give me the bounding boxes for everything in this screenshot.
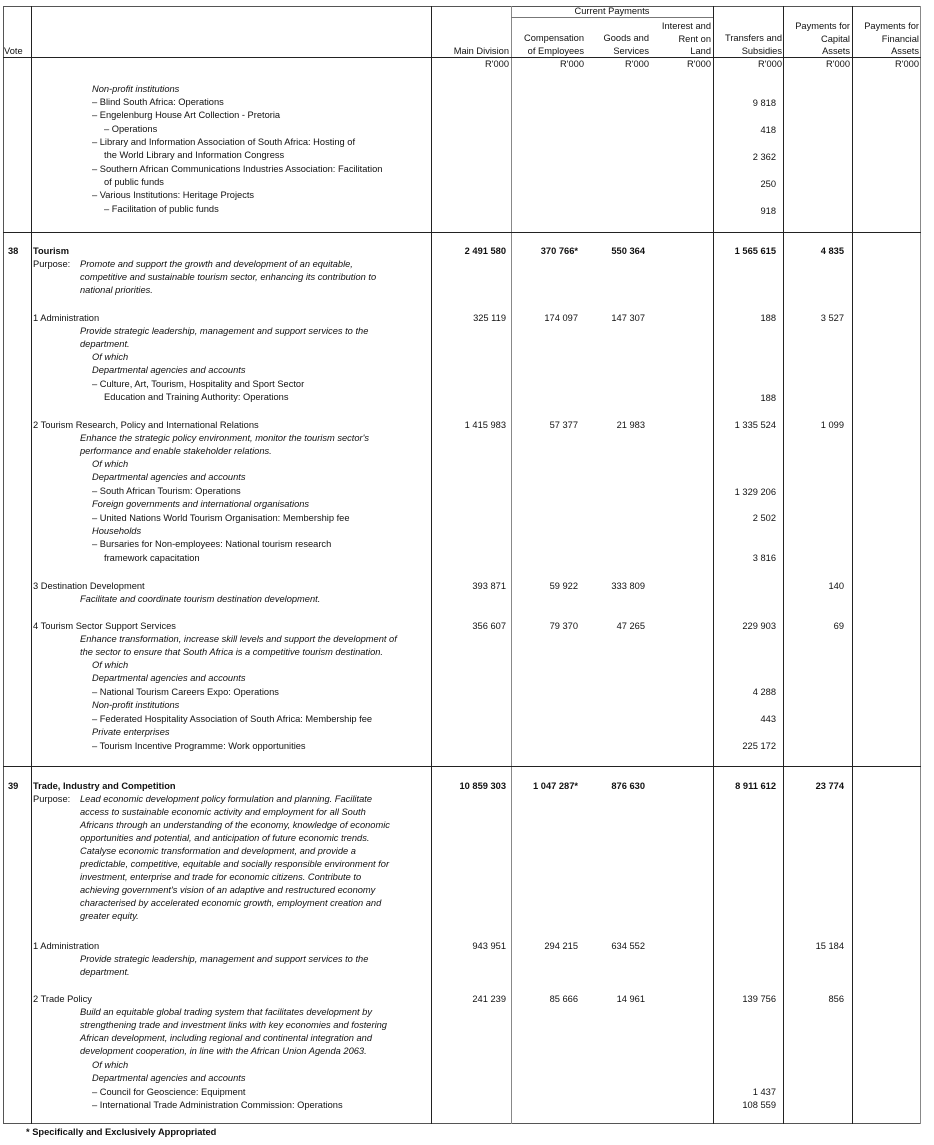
unit-financial: R'000	[894, 59, 919, 69]
column-divider-financial	[920, 6, 921, 1124]
detail-line: Education and Training Authority: Operations	[104, 392, 289, 402]
transfers-value: 4 288	[752, 687, 776, 697]
purpose-line: access to sustainable economic activity and employment for all South	[80, 807, 366, 817]
detail-line: framework capacitation	[104, 553, 200, 563]
transfers-value: 139 756	[742, 994, 776, 1004]
transfers-value: 229 903	[742, 621, 776, 631]
compensation-value: 85 666	[549, 994, 578, 1004]
detail-line: – Bursaries for Non-employees: National tourism research	[92, 539, 332, 549]
category-label: Foreign governments and international organisations	[92, 499, 310, 509]
purpose-line: characterised by accelerated economic growth, employment creation and	[80, 898, 382, 908]
category-label: Non-profit institutions	[92, 84, 180, 94]
vote-title: Trade, Industry and Competition	[33, 781, 176, 791]
header-goods-services: Goods and Services	[603, 33, 649, 56]
total-main-division: 2 491 580	[464, 246, 506, 256]
purpose-line: achieving government's vision of an adaptive and restructured economy	[80, 885, 376, 895]
transfers-value: 2 362	[752, 152, 776, 162]
programme-description: performance and enable stakeholder relations.	[80, 446, 272, 456]
programme-description: department.	[80, 339, 130, 349]
transfers-value: 188	[760, 313, 776, 323]
purpose-label: Purpose:	[33, 794, 71, 804]
column-divider-main-division	[511, 6, 512, 1124]
purpose-line: Africans through an understanding of the economy, knowledge of economic	[80, 820, 390, 830]
programme-title: 1 Administration	[33, 313, 100, 323]
transfers-value: 1 437	[752, 1087, 776, 1097]
purpose-line: predictable, competitive, equitable and socially responsible environment for	[80, 859, 390, 869]
transfers-value: 1 335 524	[734, 420, 776, 430]
main-division-value: 325 119	[473, 313, 506, 323]
header-compensation: Compensation of Employees	[524, 33, 584, 56]
transfers-value: 188	[760, 393, 776, 403]
header-current-payments: Current Payments	[574, 6, 650, 16]
purpose-line: Catalyse economic transformation and development, and provide a	[80, 846, 356, 856]
purpose-line: opportunities and potential, and anticipation of future economic trends.	[80, 833, 370, 843]
programme-description: strengthening trade and investment links with key economies and fostering	[80, 1020, 387, 1030]
column-divider-transfers	[783, 6, 784, 1124]
category-label: Departmental agencies and accounts	[92, 365, 246, 375]
programme-description: Enhance transformation, increase skill levels and support the development of	[80, 634, 397, 644]
unit-compensation: R'000	[559, 59, 584, 69]
capital-value: 140	[828, 581, 844, 591]
column-divider-vote	[31, 6, 32, 1124]
category-label: Departmental agencies and accounts	[92, 472, 246, 482]
programme-description: Build an equitable global trading system that facilitates development by	[80, 1007, 372, 1017]
unit-capital: R'000	[825, 59, 850, 69]
purpose-line: national priorities.	[80, 285, 153, 295]
category-label: Departmental agencies and accounts	[92, 673, 246, 683]
main-division-value: 1 415 983	[464, 420, 506, 430]
detail-line: – National Tourism Careers Expo: Operations	[92, 687, 279, 697]
unit-transfers: R'000	[757, 59, 782, 69]
transfers-value: 250	[760, 179, 776, 189]
goods-value: 47 265	[616, 621, 645, 631]
transfers-value: 2 502	[752, 513, 776, 523]
header-vote: Vote	[4, 46, 23, 56]
footnote: * Specifically and Exclusively Appropriated	[26, 1127, 217, 1137]
detail-line: – South African Tourism: Operations	[92, 486, 241, 496]
capital-value: 69	[833, 621, 844, 631]
unit-interest: R'000	[686, 59, 711, 69]
goods-value: 147 307	[611, 313, 645, 323]
programme-description: Facilitate and coordinate tourism destination development.	[80, 594, 321, 604]
total-capital: 23 774	[815, 781, 844, 791]
main-division-value: 943 951	[472, 941, 506, 951]
goods-value: 634 552	[611, 941, 645, 951]
detail-line: – Tourism Incentive Programme: Work opportunities	[92, 741, 306, 751]
total-compensation: 370 766*	[540, 246, 578, 256]
goods-value: 14 961	[616, 994, 645, 1004]
total-main-division: 10 859 303	[459, 781, 506, 791]
compensation-value: 174 097	[544, 313, 578, 323]
goods-value: 21 983	[616, 420, 645, 430]
detail-line: the World Library and Information Congress	[104, 150, 285, 160]
transfers-value: 9 818	[752, 98, 776, 108]
detail-line: – Culture, Art, Tourism, Hospitality and Sport Sector	[92, 379, 305, 389]
vote-number: 38	[8, 246, 19, 256]
programme-title: 3 Destination Development	[33, 581, 145, 591]
purpose-line: competitive and sustainable tourism sector, enhancing its contribution to	[80, 272, 377, 282]
category-label: Households	[92, 526, 142, 536]
total-capital: 4 835	[820, 246, 844, 256]
column-divider-description	[431, 6, 432, 1124]
vote-number: 39	[8, 781, 19, 791]
total-goods: 550 364	[611, 246, 645, 256]
programme-description: African development, including regional and continental integration and	[80, 1033, 373, 1043]
detail-line: – Facilitation of public funds	[104, 204, 219, 214]
detail-line: – Federated Hospitality Association of South Africa: Membership fee	[92, 714, 373, 724]
vote-title: Tourism	[33, 246, 69, 256]
vote-38-top-rule	[3, 232, 921, 233]
detail-line: – Southern African Communications Industries Association: Facilitation	[92, 164, 383, 174]
category-label: Departmental agencies and accounts	[92, 1073, 246, 1083]
unit-goods: R'000	[624, 59, 649, 69]
header-capital-assets: Payments for Capital Assets	[795, 21, 850, 56]
purpose-label: Purpose:	[33, 259, 71, 269]
detail-line: – Blind South Africa: Operations	[92, 97, 224, 107]
goods-value: 333 809	[611, 581, 645, 591]
programme-title: 2 Tourism Research, Policy and International Relations	[33, 420, 259, 430]
programme-title: 1 Administration	[33, 941, 100, 951]
purpose-line: Promote and support the growth and development of an equitable,	[80, 259, 353, 269]
programme-description: the sector to ensure that South Africa is a competitive tourism destination.	[80, 647, 383, 657]
capital-value: 3 527	[820, 313, 844, 323]
purpose-line: greater equity.	[80, 911, 139, 921]
detail-line: – Operations	[104, 124, 158, 134]
vote-39-top-rule	[3, 766, 921, 767]
transfers-value: 418	[760, 125, 776, 135]
purpose-line: investment, enterprise and trade for economic citizens. Contribute to	[80, 872, 362, 882]
capital-value: 856	[828, 994, 844, 1004]
programme-description: Provide strategic leadership, management and support services to the	[80, 954, 369, 964]
transfers-value: 918	[760, 206, 776, 216]
of-which-label: Of which	[92, 352, 129, 362]
programme-description: Provide strategic leadership, management and support services to the	[80, 326, 369, 336]
column-divider-capital	[852, 6, 853, 1124]
detail-line: – Engelenburg House Art Collection - Pretoria	[92, 110, 281, 120]
detail-line: – Library and Information Association of South Africa: Hosting of	[92, 137, 356, 147]
category-label: Private enterprises	[92, 727, 170, 737]
detail-line: of public funds	[104, 177, 164, 187]
detail-line: – Various Institutions: Heritage Projects	[92, 190, 255, 200]
header-financial-assets: Payments for Financial Assets	[864, 21, 919, 56]
programme-description: development cooperation, in line with the African Union Agenda 2063.	[80, 1046, 367, 1056]
capital-value: 15 184	[815, 941, 844, 951]
column-divider-current-payments	[713, 6, 714, 1124]
programme-title: 2 Trade Policy	[33, 994, 92, 1004]
total-goods: 876 630	[611, 781, 645, 791]
transfers-value: 1 329 206	[734, 487, 776, 497]
capital-value: 1 099	[820, 420, 844, 430]
detail-line: – United Nations World Tourism Organisation: Membership fee	[92, 513, 350, 523]
header-transfers-subsidies: Transfers and Subsidies	[724, 33, 782, 56]
main-division-value: 393 871	[472, 581, 506, 591]
category-label: Non-profit institutions	[92, 700, 180, 710]
transfers-value: 443	[760, 714, 776, 724]
of-which-label: Of which	[92, 660, 129, 670]
of-which-label: Of which	[92, 1060, 129, 1070]
of-which-label: Of which	[92, 459, 129, 469]
compensation-value: 57 377	[549, 420, 578, 430]
transfers-value: 225 172	[742, 741, 776, 751]
transfers-value: 108 559	[742, 1100, 776, 1110]
detail-line: – Council for Geoscience: Equipment	[92, 1087, 246, 1097]
compensation-value: 79 370	[549, 621, 578, 631]
purpose-line: Lead economic development policy formulation and planning. Facilitate	[80, 794, 372, 804]
total-transfers: 8 911 612	[735, 781, 776, 791]
total-compensation: 1 047 287*	[533, 781, 578, 791]
main-division-value: 241 239	[472, 994, 506, 1004]
unit-main-division: R'000	[484, 59, 509, 69]
compensation-value: 294 215	[544, 941, 578, 951]
header-interest-rent: Interest and Rent on Land	[661, 21, 711, 56]
detail-line: – International Trade Administration Commission: Operations	[92, 1100, 343, 1110]
compensation-value: 59 922	[549, 581, 578, 591]
programme-description: department.	[80, 967, 130, 977]
total-transfers: 1 565 615	[734, 246, 776, 256]
main-division-value: 356 607	[472, 621, 506, 631]
header-main-division: Main Division	[453, 46, 509, 56]
programme-title: 4 Tourism Sector Support Services	[33, 621, 176, 631]
programme-description: Enhance the strategic policy environment, monitor the tourism sector's	[80, 433, 370, 443]
transfers-value: 3 816	[752, 553, 776, 563]
